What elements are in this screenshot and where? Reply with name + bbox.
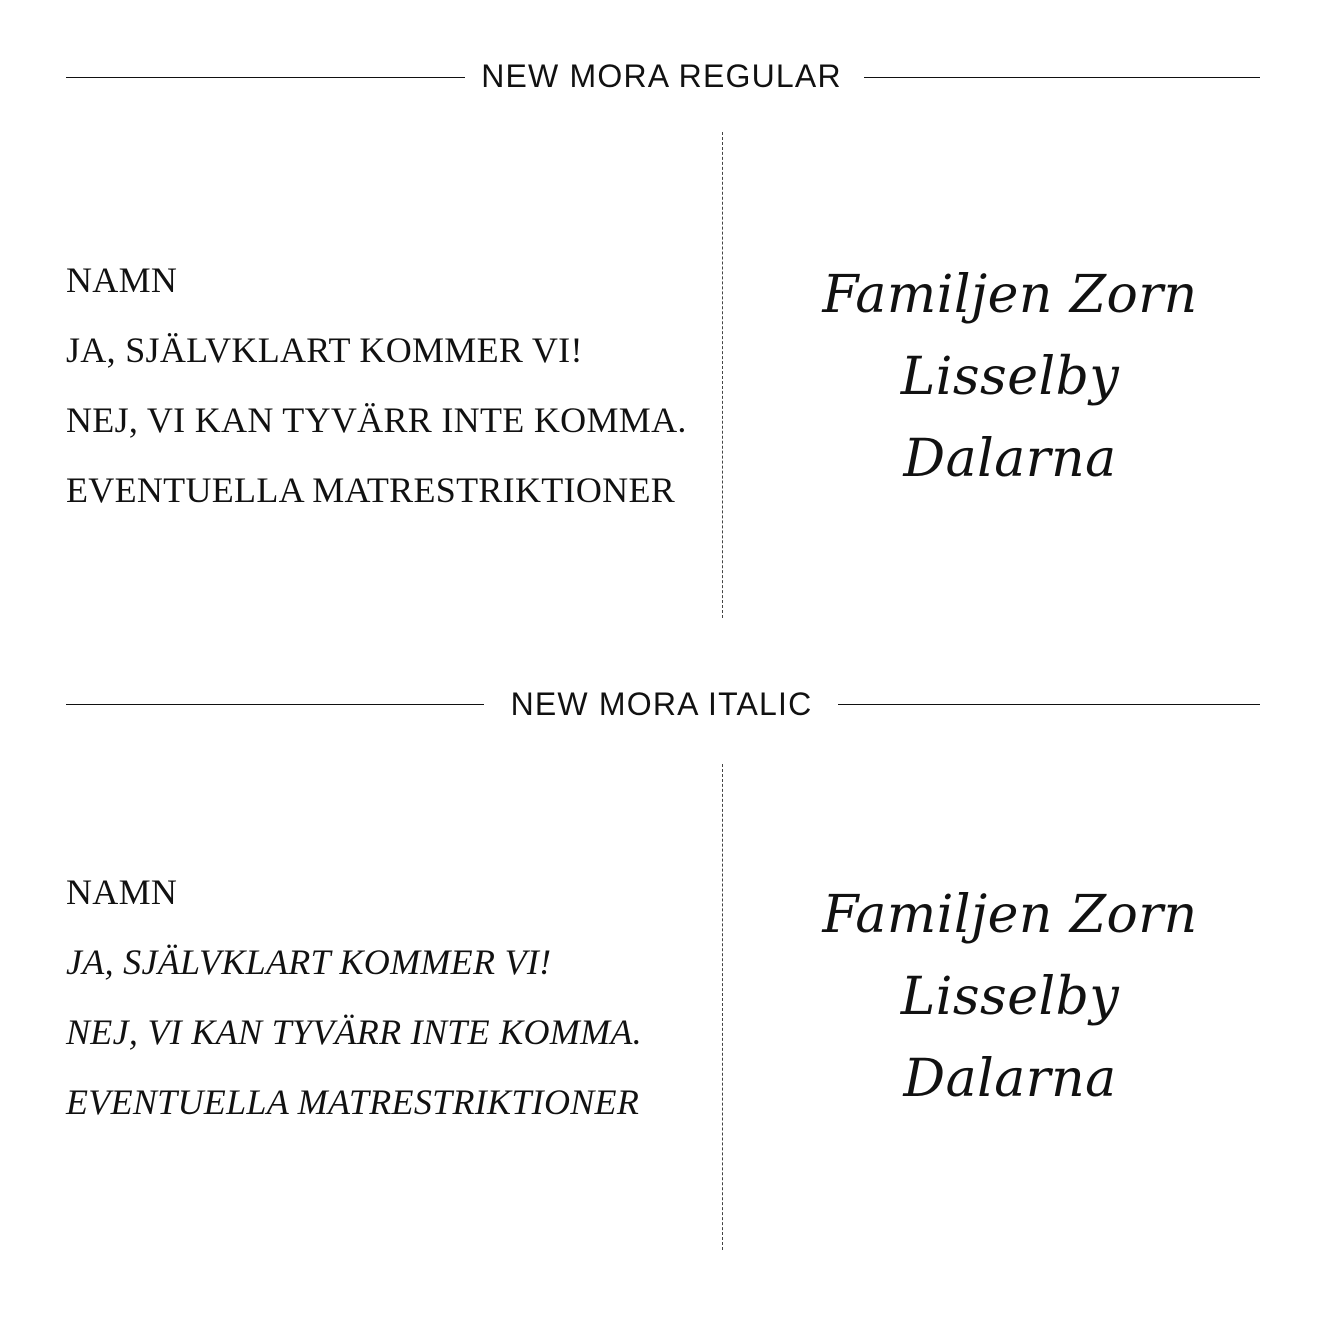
address-line-family: Familjen Zorn bbox=[822, 265, 1198, 325]
address-line-region: Dalarna bbox=[903, 1049, 1117, 1109]
address-block bbox=[760, 254, 1260, 500]
form-line-yes: JA, SJÄLVKLART KOMMER VI! bbox=[66, 942, 552, 982]
address-line-region: Dalarna bbox=[903, 429, 1117, 489]
address-line-village: Lisselby bbox=[900, 967, 1120, 1027]
address-line-village: Lisselby bbox=[900, 347, 1120, 407]
dashed-divider bbox=[722, 132, 723, 618]
form-line-name: NAMN bbox=[66, 260, 178, 300]
form-lines bbox=[66, 874, 642, 1154]
section-title-text: NEW MORA REGULAR bbox=[465, 60, 858, 92]
form-line-no: NEJ, VI KAN TYVÄRR INTE KOMMA. bbox=[66, 400, 687, 440]
form-line-yes: JA, SJÄLVKLART KOMMER VI! bbox=[66, 330, 583, 370]
dashed-divider bbox=[722, 764, 723, 1250]
form-line-dietary: EVENTUELLA MATRESTRIKTIONER bbox=[66, 1082, 640, 1122]
address-line-family: Familjen Zorn bbox=[822, 885, 1198, 945]
form-line-no: NEJ, VI KAN TYVÄRR INTE KOMMA. bbox=[66, 1012, 642, 1052]
form-line-name: NAMN bbox=[66, 872, 178, 912]
section-title bbox=[0, 60, 1323, 92]
form-lines bbox=[66, 262, 687, 542]
form-line-dietary: EVENTUELLA MATRESTRIKTIONER bbox=[66, 470, 676, 510]
section-title-text: NEW MORA ITALIC bbox=[495, 688, 829, 720]
address-block bbox=[760, 874, 1260, 1120]
section-title bbox=[0, 688, 1323, 720]
